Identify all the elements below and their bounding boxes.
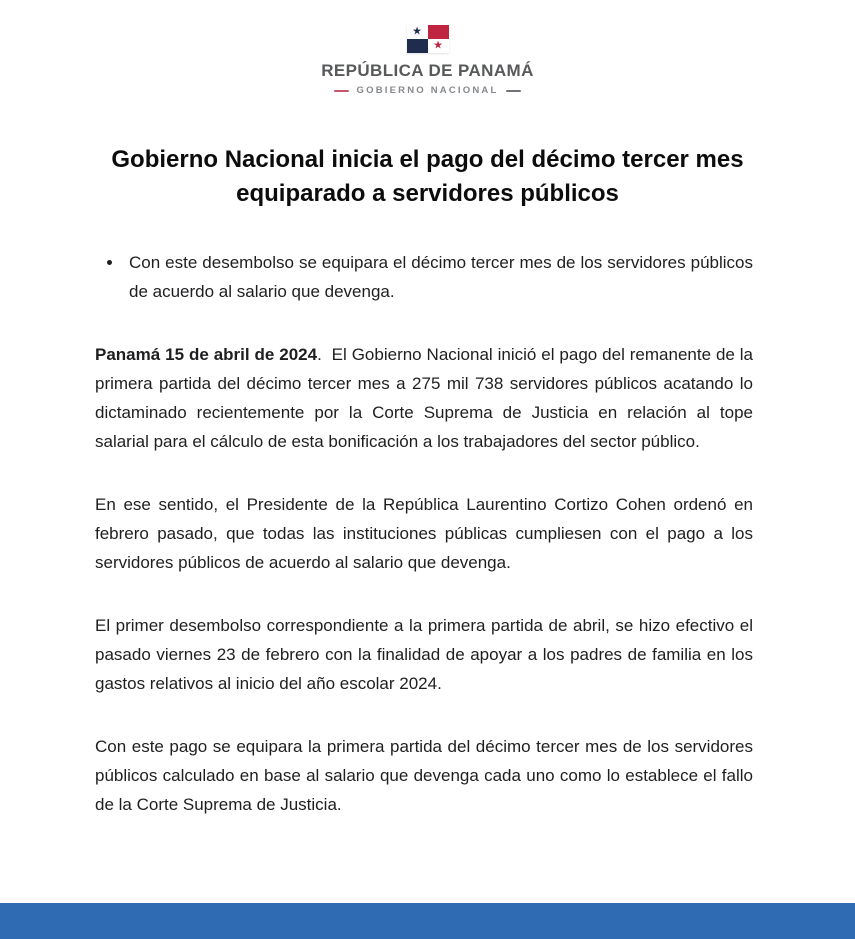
- page-title-line1: Gobierno Nacional inicia el pago del décimo tercer mes: [111, 146, 744, 173]
- logo-country-name: REPÚBLICA DE PANAMÁ: [321, 61, 534, 80]
- page-title-line2: equiparado a servidores públicos: [236, 180, 619, 207]
- paragraph-text: . El Gobierno Nacional inició el pago del remanente de la primera partida del décimo tercer mes a 275 mil 738 servidores públicos acatando lo dictaminado recientemente por la Corte Suprema de Justicia en relación al tope salarial para el cálculo de esta bonificación a los trabajadores del sector público.: [95, 345, 754, 451]
- blue-star-icon: ★: [412, 25, 422, 37]
- logo-subtitle-row: [0, 85, 855, 96]
- red-star-icon: ★: [433, 39, 443, 51]
- paragraph-text: Con este pago se equipara la primera partida del décimo tercer mes de los servidores públicos calculado en base al salario que devenga cada uno como lo establece el fallo de la Corte Suprema de Justicia.: [95, 737, 753, 814]
- paragraph-lead: Panamá 15 de abril de 2024: [95, 345, 318, 364]
- panama-flag-icon: [407, 25, 449, 53]
- summary-bullet: • Con este desembolso se equipara el décimo tercer mes de los servidores públicos de acuerdo al salario que devenga.: [124, 248, 753, 306]
- summary-bullet-list: [95, 248, 753, 306]
- page-title: [0, 143, 855, 211]
- paragraph-text: El primer desembolso correspondiente a la primera partida de abril, se hizo efectivo el pasado viernes 23 de febrero con la finalidad de apoyar a los padres de familia en los gastos relativos al inicio del año escolar 2024.: [95, 616, 753, 693]
- paragraph-text: En ese sentido, el Presidente de la República Laurentino Cortizo Cohen ordenó en febrero pasado, que todas las instituciones públicas cumpliesen con el pago a los servidores públicos de acuerdo al salario que devenga.: [95, 495, 753, 572]
- flag-quadrant-red: [428, 25, 449, 39]
- paragraph: [95, 732, 753, 819]
- logo-dash-left: [334, 90, 349, 92]
- gobierno-nacional-logo: [0, 0, 855, 96]
- body-paragraphs: [95, 340, 753, 819]
- document-body: [0, 248, 855, 819]
- logo-subtitle: GOBIERNO NACIONAL: [356, 85, 499, 96]
- logo-dash-right: [506, 90, 521, 92]
- paragraph: [95, 490, 753, 577]
- flag-quadrant-white-blue-star: [407, 25, 428, 39]
- paragraph: [95, 611, 753, 698]
- flag-quadrant-navy: [407, 39, 428, 53]
- flag-quadrant-white-red-star: [428, 39, 449, 53]
- footer-bar: [0, 903, 855, 939]
- paragraph: [95, 340, 753, 456]
